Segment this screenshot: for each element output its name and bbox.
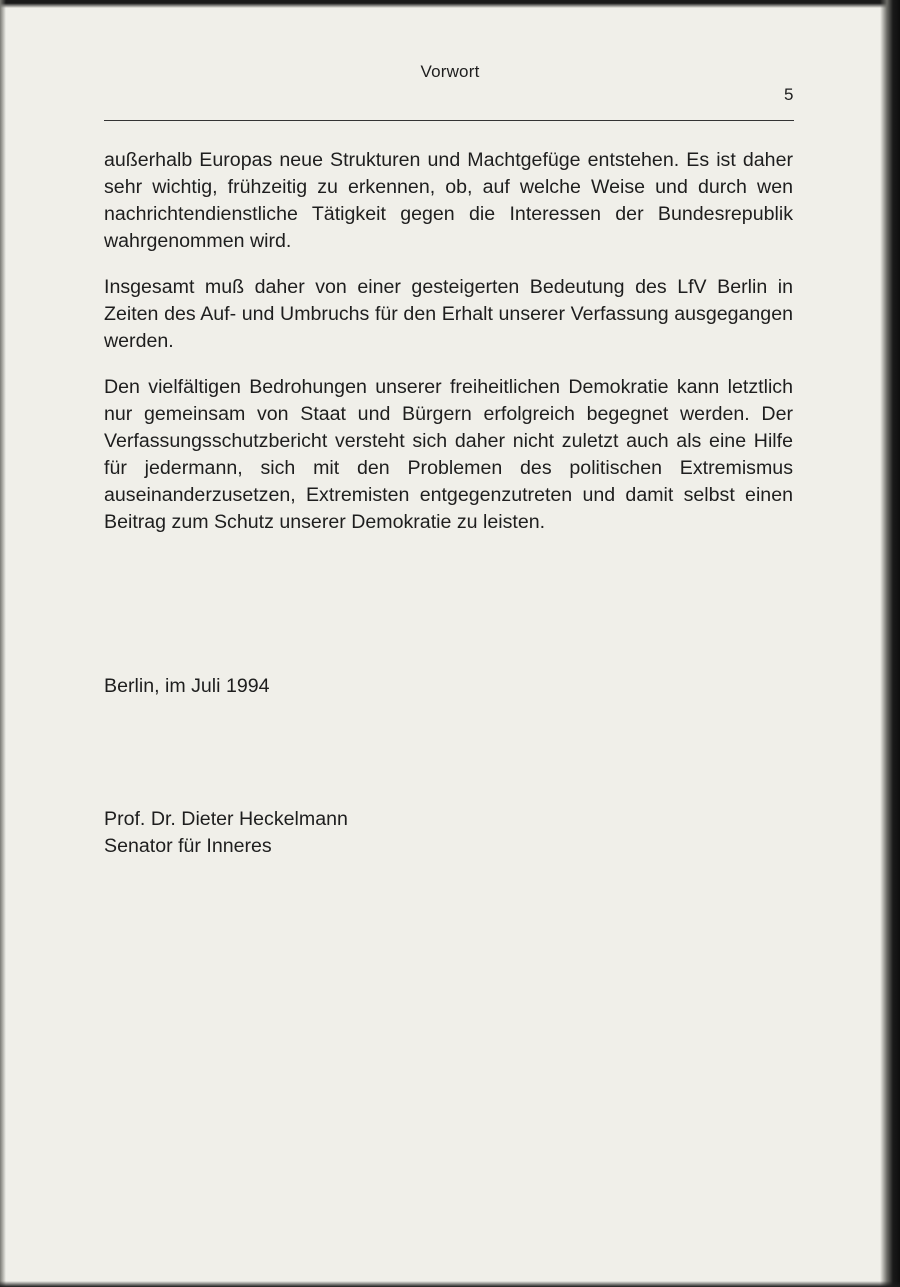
- scan-edge-top: [0, 0, 900, 8]
- dateline: Berlin, im Juli 1994: [104, 675, 270, 697]
- page-number: 5: [784, 85, 794, 104]
- header-rule: [104, 120, 794, 121]
- paragraph: Den vielfältigen Bedrohungen unserer freiheitlichen Demokratie kann letztlich nur gemeinsam von Staat und Bürgern erfolgreich begegnet werden. Der Verfassungsschutzbericht versteht sich daher nicht zuletzt auch als eine Hilfe für jedermann, sich mit den Problemen des politischen Extremismus auseinanderzusetzen, Extremisten entgegenzutreten und damit selbst einen Beitrag zum Schutz unserer Demokratie zu leisten.: [104, 376, 793, 533]
- paragraph: Insgesamt muß daher von einer gesteigerten Bedeutung des LfV Berlin in Zeiten des Auf- und Umbruchs für den Erhalt unserer Verfassung ausgegangen werden.: [104, 276, 793, 352]
- signatory-name: Prof. Dr. Dieter Heckelmann: [104, 808, 348, 830]
- scan-edge-right: [880, 0, 900, 1287]
- signature-block: [104, 806, 348, 860]
- paragraph: außerhalb Europas neue Strukturen und Machtgefüge entstehen. Es ist daher sehr wichtig, frühzeitig zu erkennen, ob, auf welche Weise und durch wen nachrichtendienstliche Tätigkeit gegen die Interessen der Bundesrepublik wahrgenommen wird.: [104, 149, 793, 252]
- signatory-title: Senator für Inneres: [104, 835, 272, 857]
- running-title: Vorwort: [420, 62, 480, 81]
- scan-edge-bottom: [0, 1281, 900, 1287]
- body-text: [104, 147, 793, 555]
- scan-edge-left: [0, 0, 6, 1287]
